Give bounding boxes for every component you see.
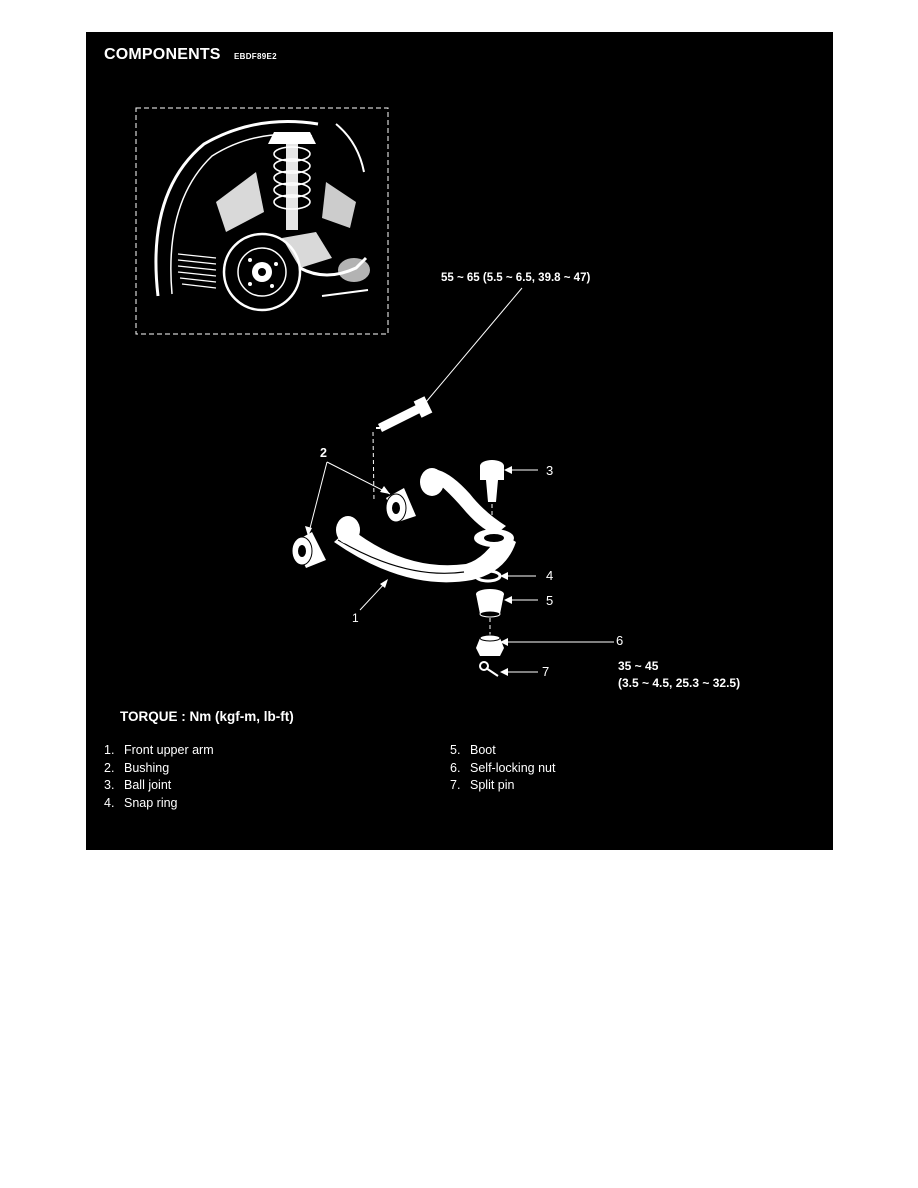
callout-6: 6 — [616, 633, 624, 648]
torque-units-heading: TORQUE : Nm (kgf-m, lb-ft) — [120, 709, 294, 724]
document-code: EBDF89E2 — [234, 52, 277, 61]
legend-label: Self-locking nut — [470, 760, 556, 775]
callout-7: 7 — [542, 664, 550, 679]
split-pin — [480, 662, 498, 676]
legend-number: 2. — [104, 760, 115, 775]
legend-label: Boot — [470, 743, 496, 757]
legend-number: 7. — [450, 778, 461, 792]
legend-number: 6. — [450, 760, 461, 775]
page-title: COMPONENTS — [104, 46, 221, 63]
legend-item — [450, 777, 555, 795]
nut-torque-spec — [618, 658, 740, 692]
legend-label: Front upper arm — [124, 743, 214, 757]
nut-torque-line1: 35 ~ 45 — [618, 659, 659, 673]
legend-label: Bushing — [124, 760, 170, 775]
legend-item — [450, 760, 555, 778]
legend-item — [104, 777, 214, 795]
legend-number: 1. — [104, 743, 115, 757]
legend-number: 3. — [104, 778, 115, 792]
legend-number: 5. — [450, 743, 461, 757]
callout-2: 2 — [320, 446, 327, 460]
diagram-artwork — [86, 32, 833, 850]
legend-label: Split pin — [470, 778, 515, 792]
legend-item — [104, 742, 214, 760]
legend-item — [450, 742, 555, 760]
components-diagram-panel — [86, 32, 833, 850]
legend-item — [104, 795, 214, 813]
vehicle-location-inset — [136, 108, 388, 334]
legend-left — [104, 742, 214, 812]
callout-5: 5 — [546, 593, 554, 608]
callout-1: 1 — [352, 611, 359, 625]
boot — [476, 589, 504, 617]
callout-4: 4 — [546, 568, 554, 583]
legend-item — [104, 760, 214, 778]
callout-3: 3 — [546, 463, 554, 478]
nut-torque-line2: (3.5 ~ 4.5, 25.3 ~ 32.5) — [618, 676, 741, 690]
legend-label: Ball joint — [124, 778, 172, 792]
self-locking-nut — [476, 635, 504, 656]
legend-label: Snap ring — [124, 795, 178, 810]
upper-bolt-torque-spec: 55 ~ 65 (5.5 ~ 6.5, 39.8 ~ 47) — [441, 272, 591, 284]
legend-right — [450, 742, 555, 795]
legend-number: 4. — [104, 795, 115, 810]
